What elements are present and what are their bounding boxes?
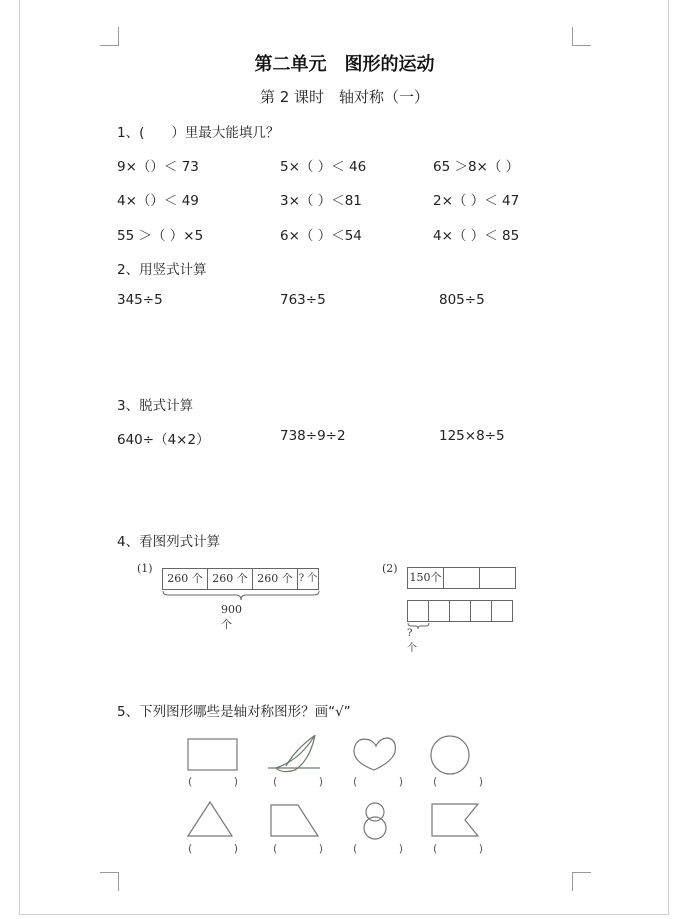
bar-cell: 150个 — [408, 568, 444, 588]
q1-heading: 1、( ）里最大能填几？ — [117, 125, 280, 141]
paren-close: ) — [318, 842, 323, 855]
trapezoid-shape — [271, 805, 318, 836]
q3-item: 125×8÷5 — [439, 428, 505, 444]
paren-close: ) — [233, 842, 238, 855]
crop-mark — [572, 27, 591, 46]
paren-close: ) — [398, 775, 403, 788]
q2-item: 345÷5 — [117, 292, 163, 308]
q1-item: 3×（ ）＜81 — [280, 193, 362, 209]
circle-shape — [431, 736, 469, 774]
paren-open: ( — [433, 842, 438, 855]
bar-cell: 260 个 — [253, 569, 298, 589]
bar-cell: 260 个 — [208, 569, 253, 589]
leaf-shape — [268, 735, 320, 772]
q1-item: 2×（ ）＜ 47 — [433, 193, 520, 209]
q4-heading: 4、看图列式计算 — [117, 534, 221, 550]
answer-blank[interactable] — [353, 842, 403, 855]
bar-cell — [471, 601, 492, 621]
bar-cell: ? 个 — [298, 573, 318, 584]
unknown-label: ? 个 — [407, 628, 417, 654]
bar-cell — [444, 568, 480, 588]
paren-open: ( — [433, 775, 438, 788]
answer-blank[interactable] — [188, 842, 238, 855]
q3-heading: 3、脱式计算 — [117, 398, 194, 414]
q1-item: 65 ＞8×（ ） — [433, 159, 520, 175]
paren-open: ( — [273, 842, 278, 855]
triangle-shape — [188, 802, 232, 836]
figure-2-label: (2) — [382, 562, 398, 575]
q1-item: 6×（ ）＜54 — [280, 228, 362, 244]
brace-icon — [162, 590, 320, 602]
figure-1-label: (1) — [137, 562, 153, 575]
crop-mark — [100, 872, 119, 891]
paren-close: ) — [233, 775, 238, 788]
paren-open: ( — [353, 842, 358, 855]
q3-item: 640÷（4×2） — [117, 432, 210, 448]
figure-eight-shape — [364, 803, 386, 839]
crop-mark — [572, 872, 591, 891]
answer-blank[interactable] — [273, 842, 323, 855]
lesson-subtitle: 第 2 课时 轴对称（一） — [259, 88, 430, 106]
paren-open: ( — [353, 775, 358, 788]
q1-item: 55 ＞（ ）×5 — [117, 228, 204, 244]
paren-close: ) — [318, 775, 323, 788]
crop-mark — [100, 27, 119, 46]
bar-cell — [492, 601, 512, 621]
shapes-grid — [170, 720, 500, 860]
paren-close: ) — [478, 842, 483, 855]
total-label: 900 个 — [221, 603, 242, 631]
q1-item: 9×（）＜ 73 — [117, 159, 199, 175]
bar-cell — [408, 601, 429, 621]
rectangle-shape — [188, 739, 237, 770]
answer-blank[interactable] — [273, 775, 323, 788]
flag-shape — [432, 804, 478, 836]
q2-item: 763÷5 — [280, 292, 326, 308]
answer-blank[interactable] — [433, 775, 483, 788]
q2-heading: 2、用竖式计算 — [117, 262, 207, 278]
bar-cell — [480, 568, 515, 588]
q1-item: 4×（ ）＜ 85 — [433, 228, 520, 244]
bar-cell: 260 个 — [163, 569, 208, 589]
paren-close: ) — [478, 775, 483, 788]
q5-heading: 5、下列图形哪些是轴对称图形？画“√” — [117, 704, 351, 720]
paren-open: ( — [188, 775, 193, 788]
paren-open: ( — [273, 775, 278, 788]
answer-blank[interactable] — [353, 775, 403, 788]
heart-shape — [354, 738, 395, 770]
page-title: 第二单元 图形的运动 — [254, 54, 435, 75]
bar-cell — [429, 601, 450, 621]
paren-close: ) — [398, 842, 403, 855]
q2-item: 805÷5 — [439, 292, 485, 308]
answer-blank[interactable] — [433, 842, 483, 855]
q1-item: 5×（ ）＜ 46 — [280, 159, 367, 175]
q3-item: 738÷9÷2 — [280, 428, 346, 444]
answer-blank[interactable] — [188, 775, 238, 788]
q1-item: 4×（）＜ 49 — [117, 193, 199, 209]
paren-open: ( — [188, 842, 193, 855]
bar-cell — [450, 601, 471, 621]
